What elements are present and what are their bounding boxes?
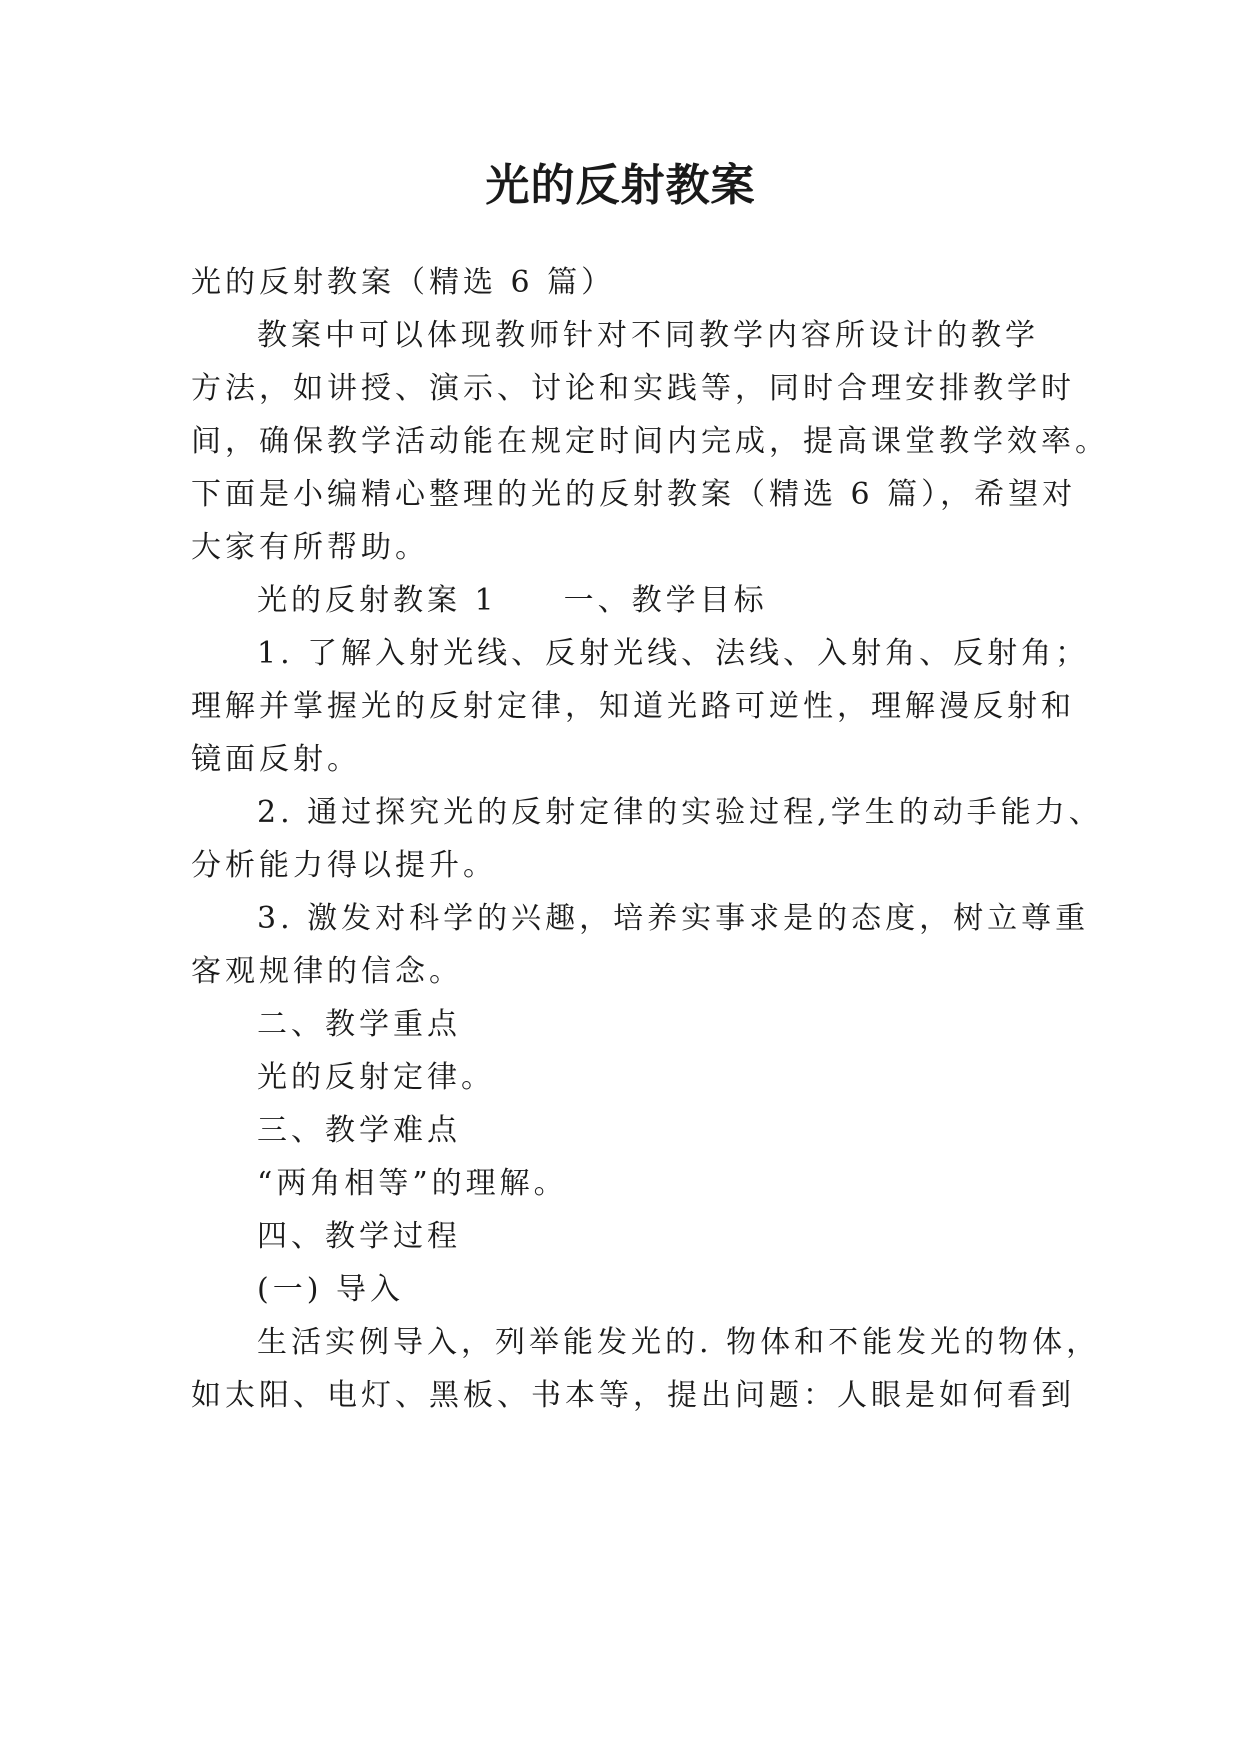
- goal1-line: 理解并掌握光的反射定律，知道光路可逆性，理解漫反射和: [191, 689, 1075, 724]
- intro-line: 间，确保教学活动能在规定时间内完成，提高课堂教学效率。: [191, 424, 1109, 459]
- goal1-line: 1. 了解入射光线、反射光线、法线、入射角、反射角；: [257, 636, 1090, 671]
- goal2-line: 分析能力得以提升。: [191, 848, 497, 883]
- goal-heading: 一、教学目标: [563, 583, 768, 618]
- document-title: 光的反射教案: [485, 160, 756, 211]
- difficulty-heading: 三、教学难点: [257, 1113, 461, 1148]
- section-heading-row: [257, 580, 768, 622]
- document-subtitle: 光的反射教案（精选 6 篇）: [191, 265, 616, 300]
- key-heading: 二、教学重点: [257, 1007, 461, 1042]
- process-line: 生活实例导入，列举能发光的. 物体和不能发光的物体，: [257, 1325, 1101, 1360]
- process-heading: 四、教学过程: [257, 1219, 461, 1254]
- process-line: 如太阳、电灯、黑板、书本等，提出问题：人眼是如何看到: [191, 1378, 1075, 1413]
- intro-line: 教案中可以体现教师针对不同教学内容所设计的教学: [257, 318, 1039, 353]
- section1-heading: 光的反射教案 1: [257, 583, 498, 618]
- intro-line: 大家有所帮助。: [191, 530, 429, 565]
- goal2-line: 2. 通过探究光的反射定律的实验过程,学生的动手能力、: [257, 795, 1103, 830]
- goal3-line: 3. 激发对科学的兴趣，培养实事求是的态度，树立尊重: [257, 901, 1090, 936]
- goal3-line: 客观规律的信念。: [191, 954, 463, 989]
- goal1-line: 镜面反射。: [191, 742, 361, 777]
- difficulty-text: “两角相等”的理解。: [257, 1166, 568, 1201]
- intro-line: 下面是小编精心整理的光的反射教案（精选 6 篇），希望对: [191, 477, 1077, 512]
- key-text: 光的反射定律。: [257, 1060, 495, 1095]
- intro-subheading: (一) 导入: [257, 1272, 404, 1307]
- intro-line: 方法，如讲授、演示、讨论和实践等，同时合理安排教学时: [191, 371, 1075, 406]
